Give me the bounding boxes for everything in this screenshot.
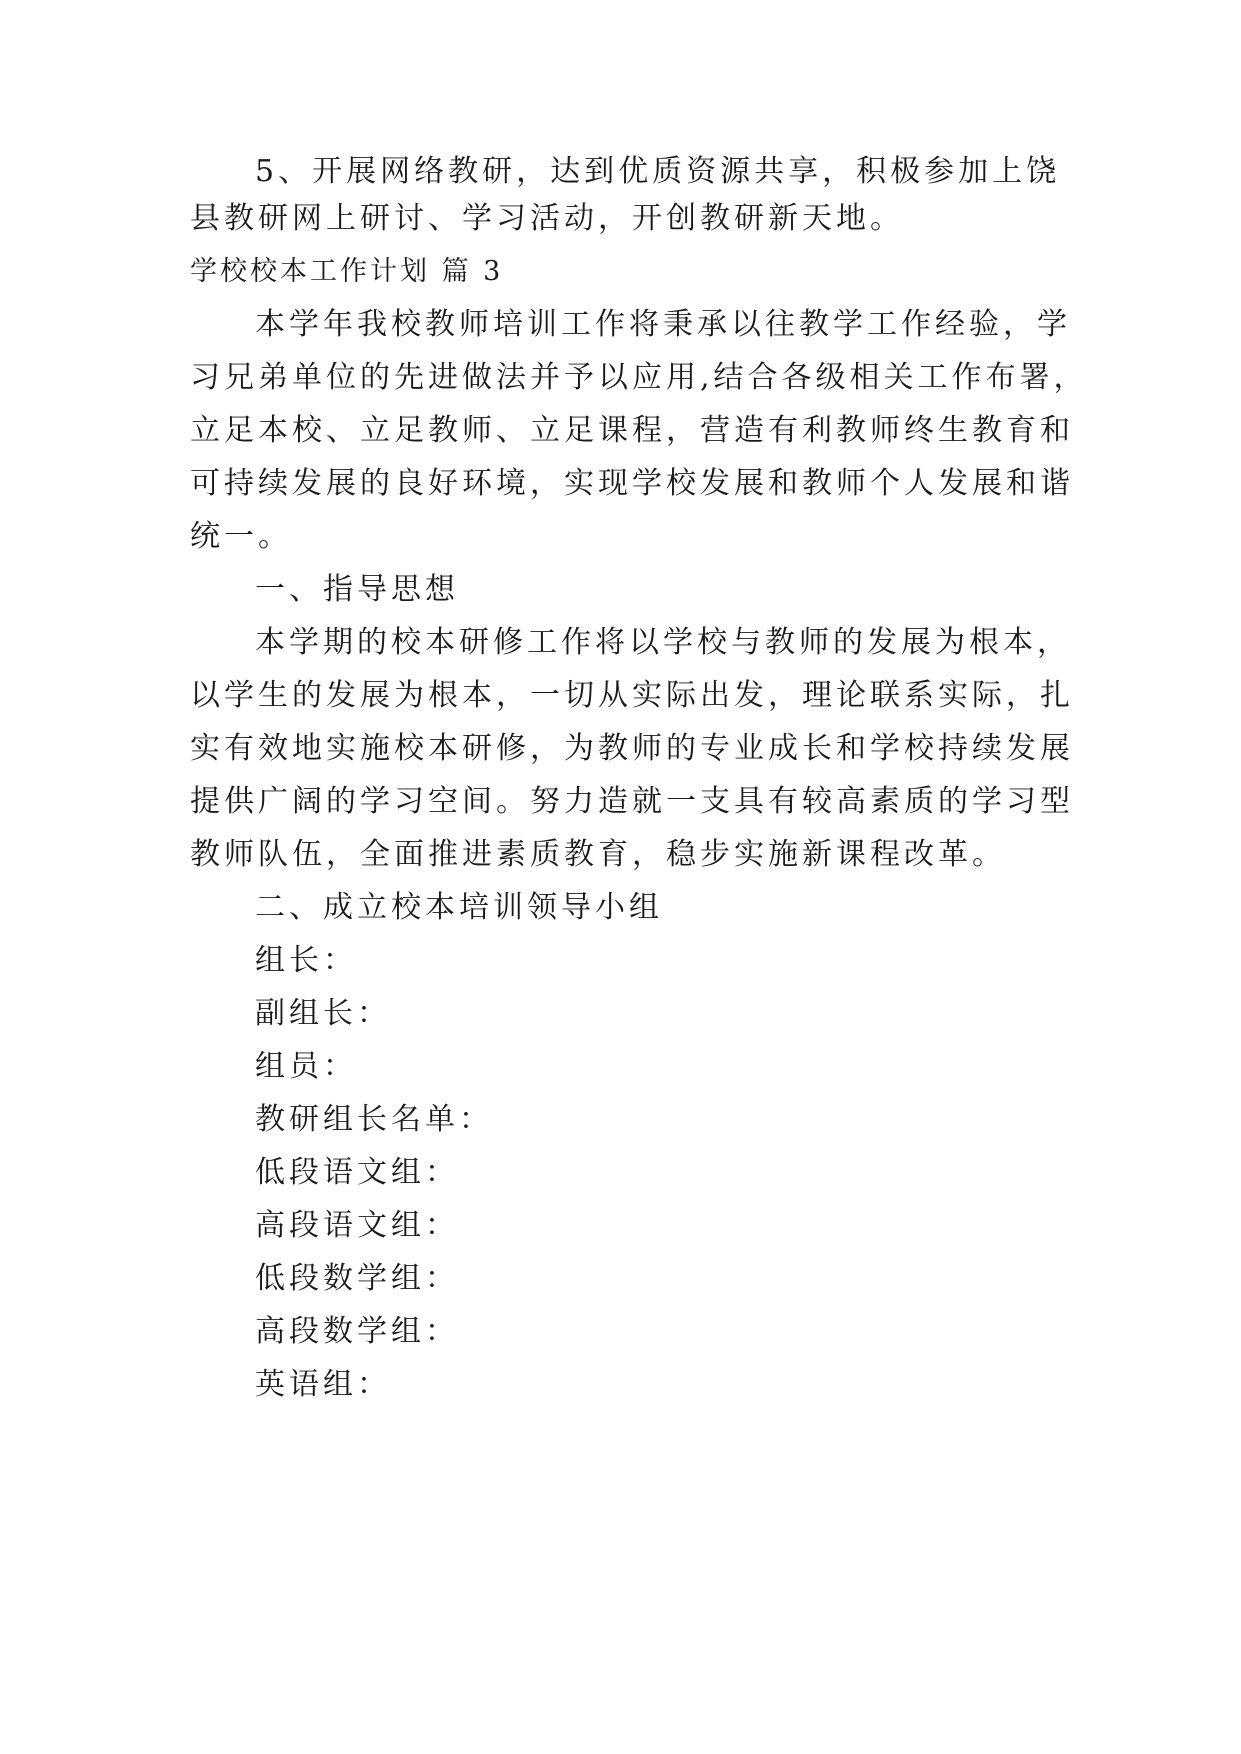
paragraph-line: 县教研网上研讨、学习活动，开创教研新天地。 — [190, 201, 904, 236]
paragraph-line: 可持续发展的良好环境，实现学校发展和教师个人发展和谐 — [190, 466, 1074, 501]
list-item: 低段数学组： — [255, 1261, 459, 1296]
list-item: 组长： — [255, 943, 357, 978]
list-item: 教研组长名单： — [255, 1102, 493, 1137]
heading-leadership-group: 二、成立校本培训领导小组 — [255, 890, 663, 925]
paragraph-line: 以学生的发展为根本，一切从实际出发，理论联系实际，扎 — [190, 678, 1074, 713]
list-item: 高段数学组： — [255, 1314, 459, 1349]
paragraph-line: 教师队伍，全面推进素质教育，稳步实施新课程改革。 — [190, 837, 1006, 872]
paragraph-line: 统一。 — [190, 519, 292, 554]
paragraph-line: 提供广阔的学习空间。努力造就一支具有较高素质的学习型 — [190, 784, 1074, 819]
list-item: 组员： — [255, 1049, 357, 1084]
paragraph-line: 立足本校、立足教师、立足课程，营造有利教师终生教育和 — [190, 413, 1074, 448]
list-item: 副组长： — [255, 996, 391, 1031]
list-item: 高段语文组： — [255, 1208, 459, 1243]
heading-guiding-ideology: 一、指导思想 — [255, 572, 459, 607]
paragraph-line: 本学年我校教师培训工作将秉承以往教学工作经验，学 — [255, 307, 1071, 342]
list-item: 英语组： — [255, 1367, 391, 1402]
paragraph-line: 5、开展网络教研，达到优质资源共享，积极参加上饶 — [255, 154, 1061, 189]
paragraph-line: 本学期的校本研修工作将以学校与教师的发展为根本， — [255, 625, 1071, 660]
section-title: 学校校本工作计划 篇 3 — [190, 256, 504, 287]
paragraph-line: 习兄弟单位的先进做法并予以应用,结合各级相关工作布署， — [190, 360, 1088, 395]
paragraph-line: 实有效地实施校本研修，为教师的专业成长和学校持续发展 — [190, 731, 1074, 766]
list-item: 低段语文组： — [255, 1155, 459, 1190]
